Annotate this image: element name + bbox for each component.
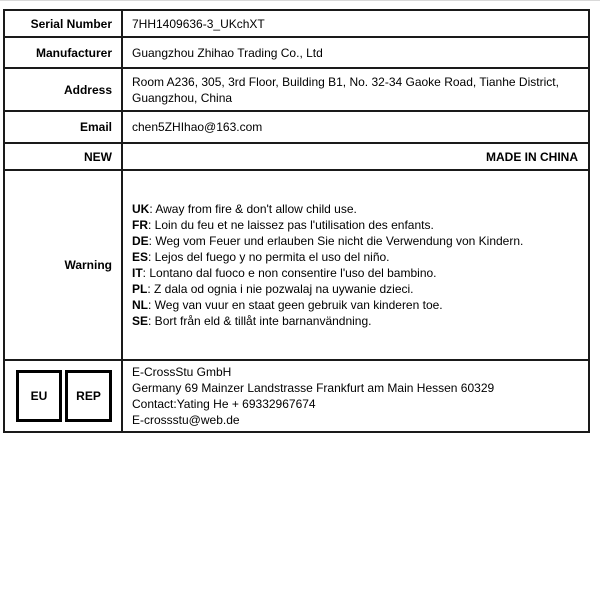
table-row-eu-rep xyxy=(5,361,588,431)
warning-lang-es: ES xyxy=(132,250,149,264)
warning-text-nl: : Weg van vuur en staat geen gebruik van kinderen toe. xyxy=(148,298,443,312)
table-row-manufacturer xyxy=(5,38,588,69)
warning-line-se xyxy=(132,313,372,329)
warning-lang-fr: FR xyxy=(132,218,148,232)
address-value: Room A236, 305, 3rd Floor, Building B1, No. 32-34 Gaoke Road, Tianhe District, Guangzhou, China xyxy=(132,74,559,105)
warning-lang-se: SE xyxy=(132,314,149,328)
warning-line-nl xyxy=(132,297,443,313)
warning-lang-nl: NL xyxy=(132,298,148,312)
table-row-email xyxy=(5,112,588,144)
warning-text-it: : Lontano dal fuoco e non consentire l'uso del bambino. xyxy=(142,266,437,280)
warning-line-es xyxy=(132,249,390,265)
address-label: Address xyxy=(5,69,123,110)
warning-text-uk: : Away from fire & don't allow child use. xyxy=(149,202,357,216)
warning-line-de xyxy=(132,233,523,249)
serial-number-value: 7HH1409636-3_UKchXT xyxy=(132,16,265,31)
warning-text-pl: : Z dala od ognia i nie pozwalaj na uywanie dzieci. xyxy=(147,282,414,296)
warning-text-fr: : Loin du feu et ne laissez pas l'utilisation des enfants. xyxy=(148,218,434,232)
eu-rep-details xyxy=(123,361,588,431)
eu-rep-address: Germany 69 Mainzer Landstrasse Frankfurt am Main Hessen 60329 xyxy=(132,381,495,395)
warning-lang-it: IT xyxy=(132,266,143,280)
email-label: Email xyxy=(5,112,123,142)
eu-rep-company: E-CrossStu GmbH xyxy=(132,365,232,379)
warning-line-pl xyxy=(132,281,414,297)
warning-lang-pl: PL xyxy=(132,282,148,296)
made-in-china-value: MADE IN CHINA xyxy=(486,149,578,164)
table-row-serial-number xyxy=(5,11,588,38)
eu-rep-email: E-crossstu@web.de xyxy=(132,413,240,427)
warning-text-de: : Weg vom Feuer und erlauben Sie nicht die Verwendung von Kindern. xyxy=(148,234,524,248)
warning-list xyxy=(123,171,588,359)
table-row-address xyxy=(5,69,588,112)
warning-text-se: : Bort från eld & tillåt inte barnanvändning. xyxy=(148,314,372,328)
warning-text-es: : Lejos del fuego y no permita el uso del niño. xyxy=(148,250,390,264)
eu-rep-contact: Contact:Yating He + 69332967674 xyxy=(132,397,316,411)
table-row-warning xyxy=(5,171,588,361)
eu-rep-symbol xyxy=(5,361,123,431)
new-label: NEW xyxy=(5,144,123,169)
table-row-new-origin xyxy=(5,144,588,171)
email-value: chen5ZHIhao@163.com xyxy=(132,120,263,134)
warning-label: Warning xyxy=(5,171,123,359)
manufacturer-label: Manufacturer xyxy=(5,38,123,67)
manufacturer-value: Guangzhou Zhihao Trading Co., Ltd xyxy=(132,45,323,60)
warning-lang-uk: UK xyxy=(132,202,150,216)
serial-number-label: Serial Number xyxy=(5,11,123,36)
warning-line-it xyxy=(132,265,437,281)
warning-line-uk xyxy=(132,201,357,217)
page-top-divider xyxy=(0,0,600,1)
rep-box: REP xyxy=(65,370,112,422)
product-info-table xyxy=(3,9,590,433)
warning-lang-de: DE xyxy=(132,234,149,248)
eu-box: EU xyxy=(16,370,62,422)
warning-line-fr xyxy=(132,217,434,233)
